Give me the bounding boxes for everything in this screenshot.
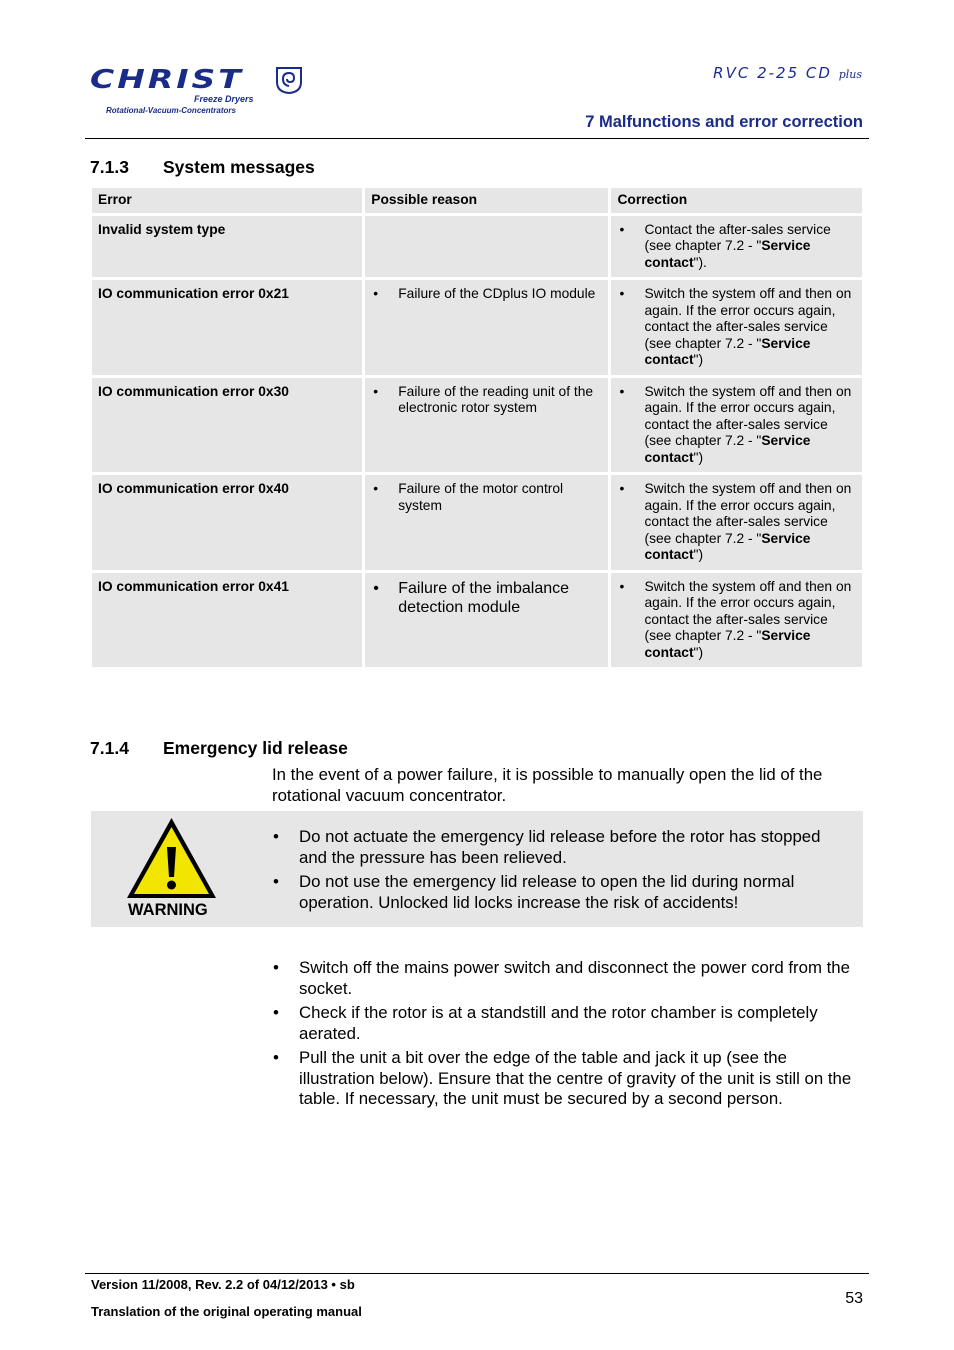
model-name [713, 64, 862, 82]
error-cell: IO communication error 0x40 [92, 475, 362, 570]
model-suffix: plus [838, 68, 862, 81]
logo-wordmark: CHRIST [90, 64, 244, 95]
table-header-row [92, 188, 862, 213]
warning-label: WARNING [128, 901, 208, 919]
footer-translation-note: Translation of the original operating manual [91, 1304, 362, 1319]
reason-cell [365, 573, 608, 668]
correction-bullet: • Switch the system off and then on again. If the error occurs again, contact the after-sales service (see chapter 7.2 - "Service contact") [617, 579, 856, 662]
table-row [92, 216, 862, 278]
reason-cell [365, 475, 608, 570]
warning-item: • Do not use the emergency lid release to open the lid during normal operation. Unlocked lid locks increase the risk of accidents! [271, 872, 851, 913]
warning-box [91, 811, 863, 927]
list-item: • Pull the unit a bit over the edge of the table and jack it up (see the illustration below). Ensure that the centre of gravity of the unit is still on the table. If necessary, the unit must be secured by a second person. [271, 1048, 863, 1110]
error-cell: Invalid system type [92, 216, 362, 278]
page-number: 53 [845, 1290, 863, 1307]
christ-logo [90, 60, 310, 120]
model-label: RVC 2-25 CD [713, 64, 832, 82]
error-cell: IO communication error 0x41 [92, 573, 362, 668]
chapter-title: 7 Malfunctions and error correction [585, 113, 863, 131]
logo-subtitle-rvc: Rotational-Vacuum-Concentrators [106, 106, 236, 115]
correction-bullet: • Switch the system off and then on again. If the error occurs again, contact the after-sales service (see chapter 7.2 - "Service contact") [617, 286, 856, 369]
correction-bullet: • Switch the system off and then on again. If the error occurs again, contact the after-sales service (see chapter 7.2 - "Service contact") [617, 481, 856, 564]
reason-bullet: • Failure of the CDplus IO module [371, 286, 602, 303]
table-row [92, 280, 862, 375]
reason-bullet: • Failure of the reading unit of the electronic rotor system [371, 384, 602, 417]
system-messages-table [89, 185, 865, 670]
section-number: 7.1.3 [90, 157, 129, 177]
table-row [92, 573, 862, 668]
footer-divider [85, 1273, 869, 1274]
section-number: 7.1.4 [90, 738, 129, 758]
warning-item: • Do not actuate the emergency lid release before the rotor has stopped and the pressure has been relieved. [271, 827, 851, 868]
correction-cell [611, 280, 862, 375]
correction-cell [611, 475, 862, 570]
reason-bullet: • Failure of the motor control system [371, 481, 602, 514]
reason-cell [365, 378, 608, 473]
correction-cell [611, 573, 862, 668]
table-row [92, 475, 862, 570]
reason-bullet: • Failure of the imbalance detection module [371, 579, 602, 618]
error-cell: IO communication error 0x30 [92, 378, 362, 473]
reason-cell [365, 280, 608, 375]
correction-cell [611, 216, 862, 278]
section-title: System messages [163, 157, 315, 177]
error-cell: IO communication error 0x21 [92, 280, 362, 375]
correction-bullet: • Switch the system off and then on again. If the error occurs again, contact the after-sales service (see chapter 7.2 - "Service contact") [617, 384, 856, 467]
warning-list [271, 827, 851, 917]
column-header-reason: Possible reason [365, 188, 608, 213]
intro-paragraph: In the event of a power failure, it is possible to manually open the lid of the rotational vacuum concentrator. [272, 765, 823, 805]
section-heading-emergency-lid-release [90, 738, 348, 759]
list-item: • Switch off the mains power switch and disconnect the power cord from the socket. [271, 958, 863, 999]
logo-subtitle-freeze-dryers: Freeze Dryers [194, 94, 254, 104]
correction-bullet: • Contact the after-sales service (see chapter 7.2 - "Service contact"). [617, 222, 856, 272]
table-row [92, 378, 862, 473]
list-item: • Check if the rotor is at a standstill and the rotor chamber is completely aerated. [271, 1003, 863, 1044]
header-divider [85, 138, 869, 139]
reason-cell [365, 216, 608, 278]
christ-emblem-icon [275, 66, 303, 94]
column-header-correction: Correction [611, 188, 862, 213]
warning-triangle-icon [124, 815, 219, 901]
footer-version: Version 11/2008, Rev. 2.2 of 04/12/2013 • sb [91, 1277, 355, 1292]
procedure-steps [271, 958, 863, 1114]
section-heading-system-messages [90, 157, 315, 178]
section-title: Emergency lid release [163, 738, 348, 758]
correction-cell [611, 378, 862, 473]
column-header-error: Error [92, 188, 362, 213]
